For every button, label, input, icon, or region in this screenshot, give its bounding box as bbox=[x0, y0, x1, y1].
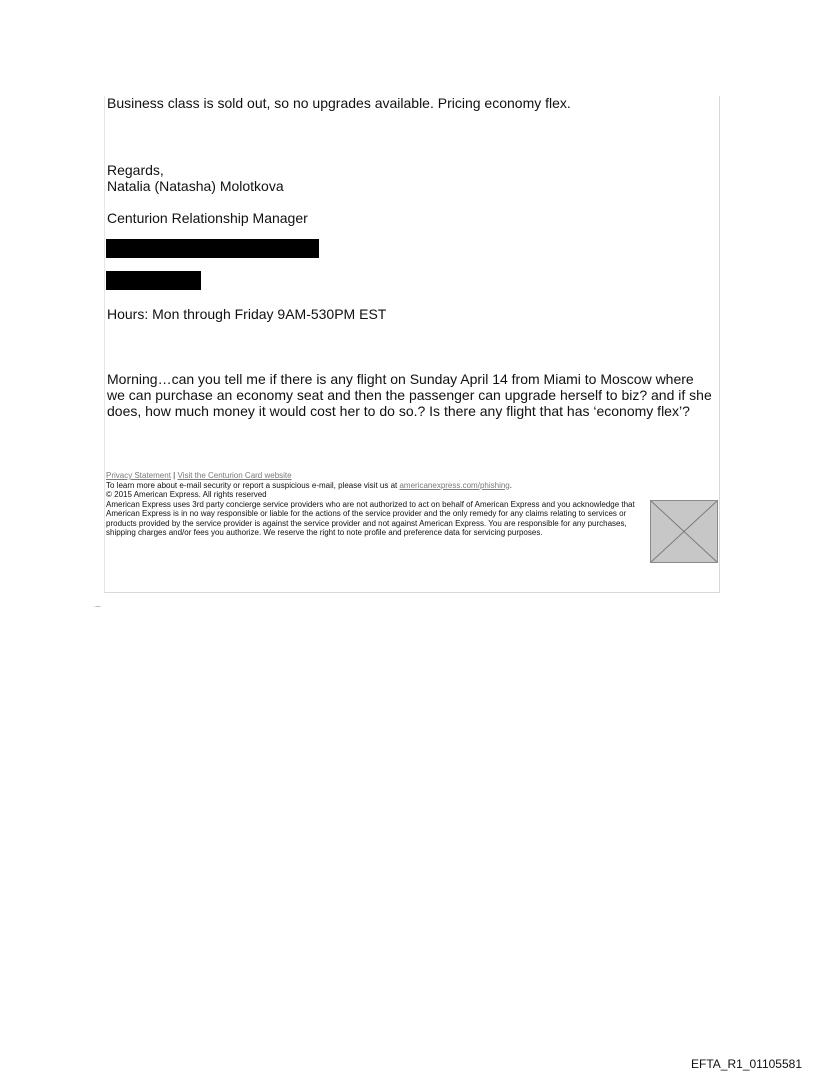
privacy-statement-link[interactable]: Privacy Statement bbox=[106, 471, 171, 480]
email-footer bbox=[106, 471, 651, 538]
security-text: To learn more about e-mail security or report a suspicious e-mail, please visit us at bbox=[106, 480, 398, 490]
redaction-bar bbox=[106, 271, 201, 290]
signature-name: Natalia (Natasha) Molotkova bbox=[107, 178, 284, 194]
disclaimer: American Express uses 3rd party concierge service providers who are not authorized to act on behalf of American Express and you acknowledge that American Express is in no way responsible or liable for the actions of the service provider and the only remedy for any claims relating to services or products provided by the service provider is against the service provider and not against American Express. You are responsible for any purchases, shipping charges and/or fees you authorize. We reserve the right to note profile and preference data for servicing purposes. bbox=[106, 499, 635, 537]
original-message: Morning…can you tell me if there is any flight on Sunday April 14 from Miami to Moscow where we can purchase an economy seat and then the passenger can upgrade herself to biz? and if she does, how much money it would cost her to do so.? Is there any flight that has ‘economy flex’? bbox=[107, 371, 712, 419]
signature-title: Centurion Relationship Manager bbox=[107, 210, 308, 226]
security-period: . bbox=[509, 480, 512, 490]
centurion-website-link[interactable]: Visit the Centurion Card website bbox=[177, 471, 292, 480]
phishing-link[interactable]: americanexpress.com/phishing bbox=[399, 480, 510, 490]
redaction-bar bbox=[106, 239, 319, 258]
reply-line: Business class is sold out, so no upgrades available. Pricing economy flex. bbox=[107, 95, 571, 111]
signature-closing: Regards, bbox=[107, 162, 164, 178]
page-mark: ·— bbox=[94, 604, 101, 610]
link-separator: | bbox=[173, 471, 176, 480]
image-placeholder-icon bbox=[650, 500, 718, 563]
signature-hours: Hours: Mon through Friday 9AM-530PM EST bbox=[107, 306, 387, 322]
copyright: © 2015 American Express. All rights reserved bbox=[106, 490, 267, 499]
security-notice bbox=[106, 481, 651, 491]
document-id: EFTA_R1_01105581 bbox=[691, 1057, 802, 1071]
footer-links bbox=[106, 471, 651, 481]
